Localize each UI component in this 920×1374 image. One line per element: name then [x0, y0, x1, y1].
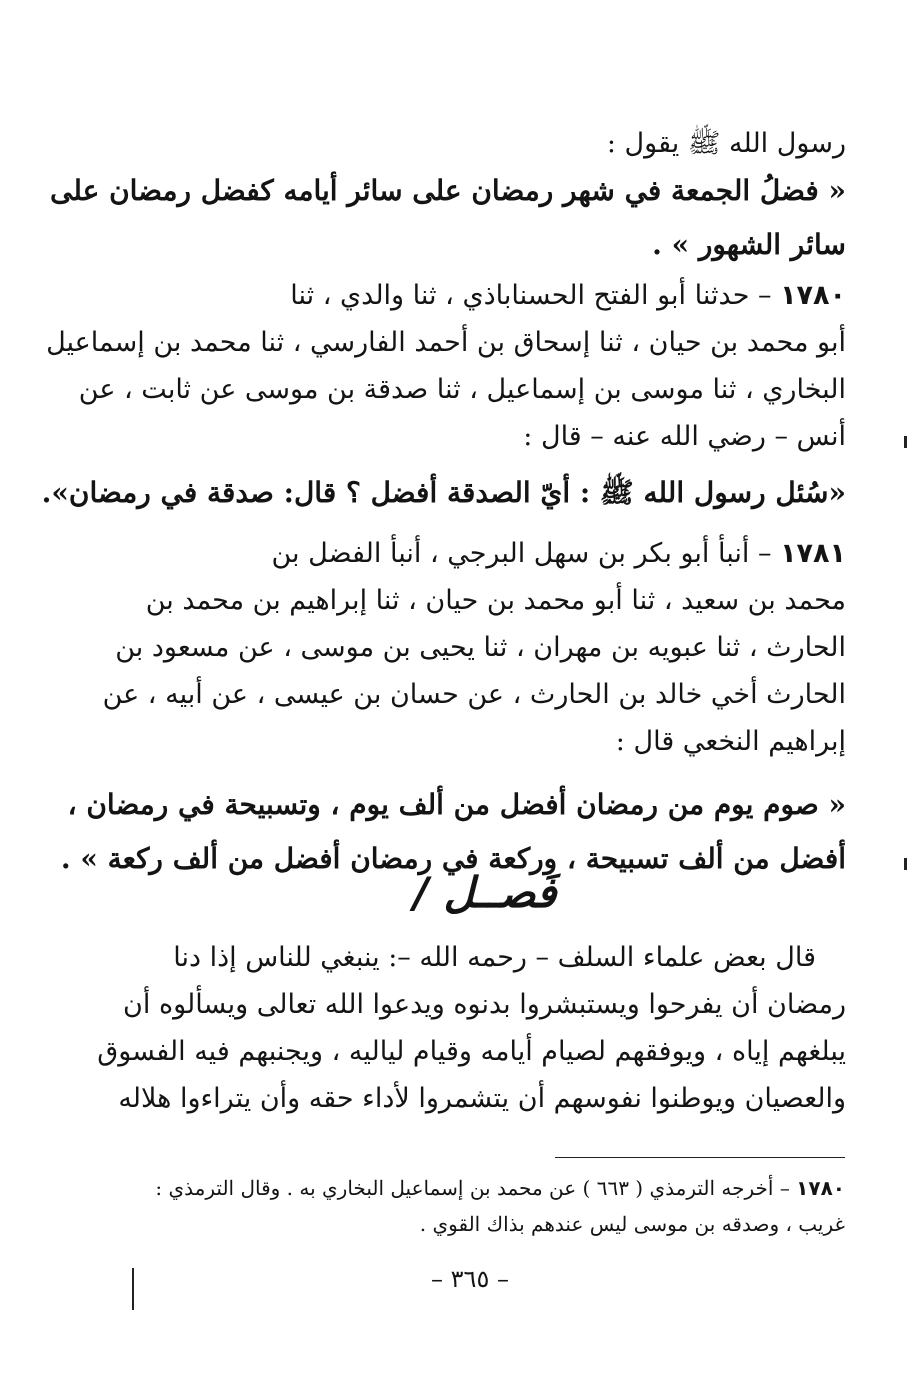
entry-1780-line-2: أبو محمد بن حيان ، ثنا إسحاق بن أحمد الفارسي ، ثنا محمد بن إسماعيل	[46, 327, 846, 358]
entry-1780-line-3: البخاري ، ثنا موسى بن إسماعيل ، ثنا صدقة بن موسى عن ثابت ، عن	[78, 374, 846, 405]
entry-1780-line-1	[158, 272, 846, 319]
entry-1781-line-3: الحارث ، ثنا عبويه بن مهران ، ثنا يحيى بن موسى ، عن مسعود بن	[115, 632, 846, 663]
hadith-1-line-1: « فضلُ الجمعة في شهر رمضان على سائر أيامه كفضل رمضان على	[50, 174, 846, 207]
page-number: – ٣٦٥ –	[431, 1265, 509, 1293]
entry-1781-line-5: إبراهيم النخعي قال :	[615, 726, 846, 757]
section-paragraph	[97, 934, 846, 1122]
hadith-1-line-2: سائر الشهور » .	[652, 228, 846, 261]
section-paragraph-line-1: قال بعض علماء السلف – رحمه الله –: ينبغي للناس إذا دنا	[173, 942, 816, 973]
section-paragraph-line-3: يبلغهم إياه ، ويوفقهم لصيام أيامه وقيام لياليه ، ويجنبهم فيه الفسوق	[97, 1036, 846, 1067]
hadith-3-line-1: « صوم يوم من رمضان أفضل من ألف يوم ، وتسبيحة في رمضان ،	[67, 788, 846, 821]
entry-number: ١٧٨٠	[780, 280, 846, 311]
intro-line	[158, 120, 846, 167]
hadith-3-line-2: أفضل من ألف تسبيحة ، وركعة في رمضان أفضل من ألف ركعة » .	[60, 842, 846, 875]
entry-1781-line-1	[158, 530, 846, 577]
scan-mark-right-1	[904, 436, 907, 448]
entry-dash: –	[757, 280, 772, 311]
intro-line-text: رسول الله ﷺ يقول :	[606, 128, 846, 159]
entry-number: ١٧٨١	[780, 538, 846, 569]
scan-mark-left	[132, 1268, 134, 1310]
section-heading: فَصــل /	[413, 868, 557, 917]
footnote-number: ١٧٨٠	[796, 1176, 845, 1200]
footnote-line-1-text: أخرجه الترمذي ( ٦٦٣ ) عن محمد بن إسماعيل البخاري به . وقال الترمذي :	[155, 1176, 774, 1200]
footnote-divider	[555, 1157, 845, 1158]
section-paragraph-line-2: رمضان أن يفرحوا ويستبشروا بدنوه ويدعوا الله تعالى ويسألوه أن	[123, 989, 846, 1020]
entry-dash: –	[757, 538, 772, 569]
footnote-line-1	[105, 1170, 845, 1206]
footnote-dash: –	[779, 1176, 790, 1200]
entry-1781-line-2: محمد بن سعيد ، ثنا أبو محمد بن حيان ، ثنا إبراهيم بن محمد بن	[145, 585, 846, 616]
section-paragraph-line-4: والعصيان ويوطنوا نفوسهم أن يتشمروا لأداء حقه وأن يتراءوا هلاله	[118, 1083, 846, 1114]
entry-1780-line-4: أنس – رضي الله عنه – قال :	[523, 421, 846, 452]
scan-mark-right-2	[904, 858, 907, 870]
entry-1781	[102, 530, 846, 765]
footnote-line-2: غريب ، وصدقه بن موسى ليس عندهم بذاك القوي .	[419, 1212, 845, 1236]
hadith-quote-1	[50, 164, 846, 272]
hadith-quote-2	[41, 466, 846, 520]
entry-1781-line-1-text: أنبأ أبو بكر بن سهل البرجي ، أنبأ الفضل بن	[271, 538, 750, 569]
footnotes	[105, 1170, 845, 1242]
entry-1780	[46, 272, 846, 460]
entry-1780-line-1-text: حدثنا أبو الفتح الحسناباذي ، ثنا والدي ، ثنا	[290, 280, 750, 311]
hadith-2-line-1: «سُئل رسول الله ﷺ : أيّ الصدقة أفضل ؟ قال: صدقة في رمضان».	[41, 476, 846, 509]
entry-1781-line-4: الحارث أخي خالد بن الحارث ، عن حسان بن عيسى ، عن أبيه ، عن	[102, 679, 846, 710]
